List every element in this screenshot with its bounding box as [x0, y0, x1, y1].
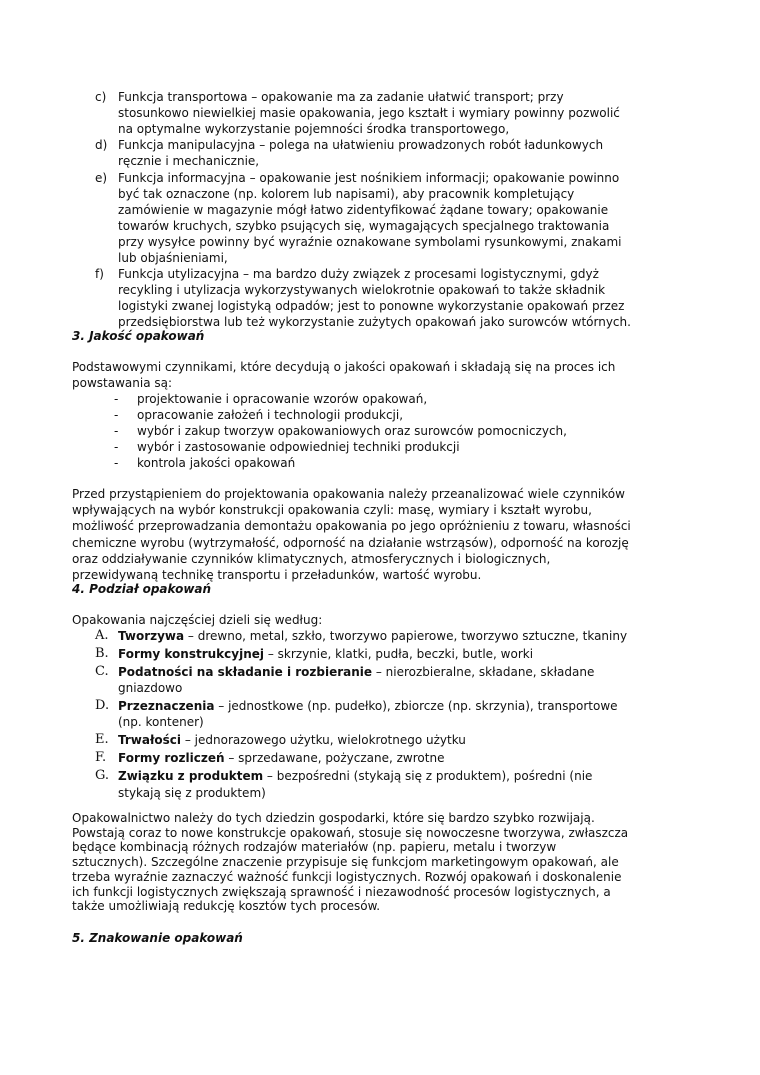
class-term: Formy konstrukcyjnej: [118, 647, 264, 661]
bullet-dash: -: [114, 392, 119, 406]
paragraph-line: przewidywaną technikę transportu i przeładunków, wartość wyrobu.: [72, 568, 482, 582]
class-description: – sprzedawane, pożyczane, zwrotne: [224, 751, 445, 766]
class-description: – drewno, metal, szkło, tworzywo papierowe, tworzywo sztuczne, tkaniny: [184, 629, 628, 643]
paragraph-line: Opakowalnictwo należy do tych dziedzin gospodarki, które się bardzo szybko rozwijają.: [72, 811, 595, 825]
bullet-item: kontrola jakości opakowań: [137, 456, 296, 470]
bullet-dash: -: [114, 440, 119, 454]
paragraph-line: będące kombinacją różnych rodzajów materiałów (np. papieru, metalu i tworzyw: [72, 840, 557, 855]
class-term: Związku z produktem: [118, 769, 264, 784]
class-marker: A.: [95, 628, 109, 643]
class-item-continuation: (np. kontener): [118, 715, 204, 730]
paragraph-line: Podstawowymi czynnikami, które decydują o jakości opakowań i składają się na proces ich: [72, 360, 616, 374]
class-description: – jednostkowe (np. pudełko), zbiorcze (np. skrzynia), transportowe: [214, 699, 618, 714]
paragraph-line: Przed przystąpieniem do projektowania opakowania należy przeanalizować wiele czynników: [72, 487, 625, 501]
list-marker: d): [95, 138, 108, 153]
class-description: – nierozbieralne, składane, składane: [372, 665, 595, 679]
bullet-dash: -: [114, 456, 119, 470]
list-item-text: stosunkowo niewielkiej masie opakowania, jego kształt i wymiary powinny pozwolić: [118, 106, 620, 121]
class-marker: C.: [95, 664, 109, 679]
list-item-text: przy wysyłce powinny być wyraźnie oznakowane symbolami rysunkowymi, znakami: [118, 234, 622, 249]
class-item-first-line: [118, 732, 466, 748]
paragraph-line: Opakowania najczęściej dzieli się według:: [72, 613, 323, 627]
bullet-item: wybór i zastosowanie odpowiedniej techniki produkcji: [137, 440, 460, 454]
list-item-text: Funkcja transportowa – opakowanie ma za zadanie ułatwić transport; przy: [118, 90, 564, 104]
paragraph-line: także umożliwiają redukcję kosztów tych procesów.: [72, 899, 381, 914]
class-item-first-line: [118, 768, 592, 784]
class-marker: E.: [95, 732, 109, 748]
section-heading: 3. Jakość opakowań: [72, 329, 205, 343]
list-marker: e): [95, 170, 108, 185]
class-item-first-line: [118, 698, 618, 714]
list-item-text: Funkcja manipulacyjna – polega na ułatwieniu prowadzonych robót ładunkowych: [118, 138, 604, 153]
list-item-text: zamówienie w magazynie mógł łatwo zidentyfikować żądane towary; opakowanie: [118, 202, 609, 217]
paragraph-line: wpływających na wybór konstrukcji opakowania czyli: masę, wymiary i kształt wyrobu,: [72, 503, 592, 518]
class-marker: B.: [95, 646, 109, 661]
paragraph-line: trzeba wyraźnie zaznaczyć ważność funkcji logistycznych. Rozwój opakowań i doskonalenie: [72, 869, 622, 884]
section-heading: 5. Znakowanie opakowań: [72, 931, 243, 945]
bullet-dash: -: [114, 408, 119, 422]
class-item-first-line: [118, 628, 627, 644]
class-description: – bezpośredni (stykają się z produktem), pośredni (nie: [263, 769, 593, 784]
class-marker: G.: [95, 768, 110, 784]
list-marker: f): [95, 267, 104, 282]
list-item-text: towarów kruchych, szybko psujących się, wymagających specjalnego traktowania: [118, 218, 610, 233]
class-item-first-line: [118, 750, 444, 766]
paragraph-line: oraz oddziaływanie czynników klimatycznych, atmosferycznych i biologicznych,: [72, 551, 551, 566]
list-item-text: ręcznie i mechanicznie,: [118, 154, 260, 169]
class-term: Przeznaczenia: [118, 699, 215, 714]
class-item-continuation: gniazdowo: [118, 681, 183, 696]
class-term: Trwałości: [118, 733, 182, 748]
paragraph-line: powstawania są:: [72, 376, 173, 390]
class-description: – skrzynie, klatki, pudła, beczki, butle, worki: [264, 647, 534, 661]
class-marker: D.: [95, 698, 110, 714]
list-item-text: być tak oznaczone (np. kolorem lub napisami), aby pracownik kompletujący: [118, 186, 575, 201]
list-marker: c): [95, 90, 107, 104]
paragraph-line: możliwość przeprowadzania demontażu opakowania po jego opróżnieniu z towaru, własności: [72, 519, 631, 534]
list-item-text: lub objaśnieniami,: [118, 251, 228, 265]
list-item-text: na optymalne wykorzystanie pojemności środka transportowego,: [118, 122, 510, 137]
list-item-text: logistyki zwanej logistyką odpadów; jest to ponowne wykorzystanie opakowań przez: [118, 299, 625, 314]
section-heading: 4. Podział opakowań: [72, 582, 212, 596]
bullet-item: wybór i zakup tworzyw opakowaniowych oraz surowców pomocniczych,: [137, 424, 567, 438]
list-item-text: Funkcja utylizacyjna – ma bardzo duży związek z procesami logistycznymi, gdyż: [118, 267, 599, 282]
class-item-continuation: stykają się z produktem): [118, 785, 266, 800]
paragraph-line: Powstają coraz to nowe konstrukcje opakowań, stosuje się nowoczesne tworzywa, zwłaszcza: [72, 825, 629, 840]
list-item-text: Funkcja informacyjna – opakowanie jest nośnikiem informacji; opakowanie powinno: [118, 170, 620, 185]
list-item-text: recykling i utylizacja wykorzystywanych wielokrotnie opakowań to także składnik: [118, 283, 606, 298]
class-term: Podatności na składanie i rozbieranie: [118, 665, 373, 679]
class-term: Formy rozliczeń: [118, 751, 225, 766]
bullet-item: opracowanie założeń i technologii produkcji,: [137, 408, 404, 422]
bullet-dash: -: [114, 424, 119, 438]
list-item-text: przedsiębiorstwa lub też wykorzystanie zużytych opakowań jako surowców wtórnych.: [118, 315, 631, 330]
paragraph-line: ich funkcji logistycznych zwiększają sprawność i niezawodność procesów logistycznych, a: [72, 884, 611, 899]
class-term: Tworzywa: [118, 629, 185, 643]
class-description: – jednorazowego użytku, wielokrotnego użytku: [181, 733, 466, 748]
class-marker: F.: [95, 750, 107, 766]
paragraph-line: chemiczne wyrobu (wytrzymałość, odporność na działanie wstrząsów), odporność na korozję: [72, 535, 629, 550]
paragraph-line: sztucznych). Szczególne znaczenie przypisuje się funkcjom marketingowym opakowań, ale: [72, 855, 619, 870]
class-item-first-line: [118, 646, 533, 662]
class-item-first-line: [118, 664, 594, 680]
bullet-item: projektowanie i opracowanie wzorów opakowań,: [137, 392, 428, 406]
